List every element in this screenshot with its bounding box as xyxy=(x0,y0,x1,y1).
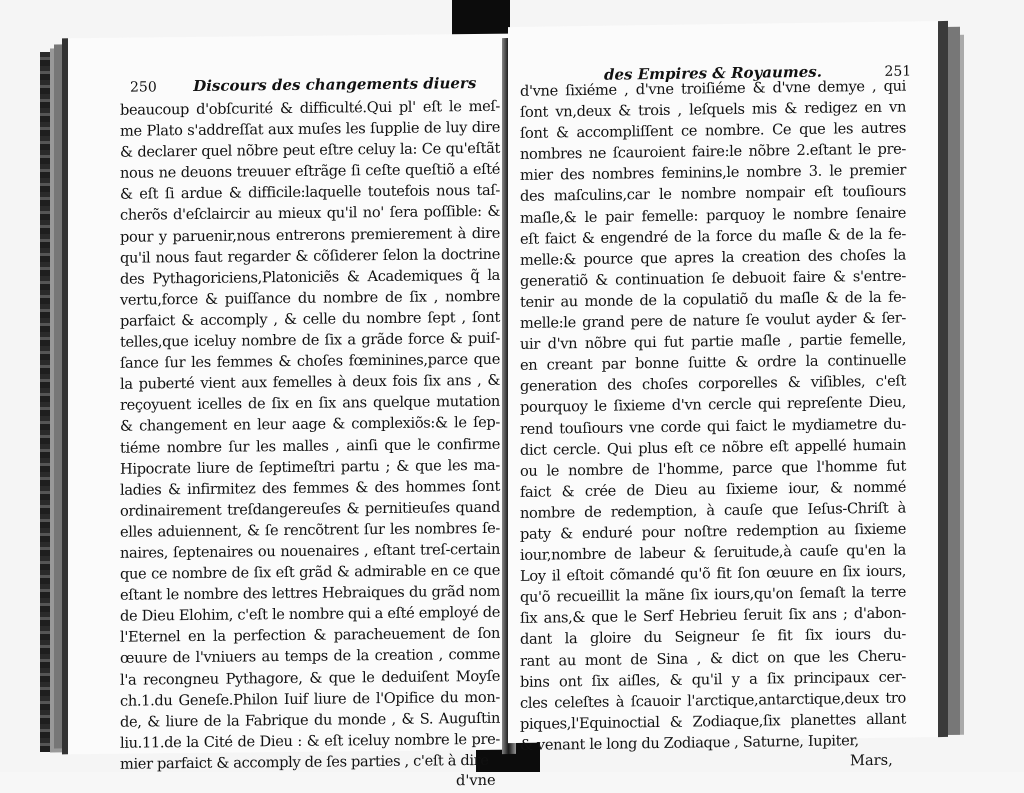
left-page-edge xyxy=(40,52,58,752)
right-page xyxy=(508,21,948,770)
text-line: eſtant le nombre des lettres Hebraiques du grãd nom xyxy=(120,582,500,604)
text-line: ch.1.du Geneſe.Philon Iuif liure de l'Opifice du mon- xyxy=(120,688,500,710)
text-line: nombre de redemption, à cauſe que Ieſus-Chriſt à xyxy=(520,499,906,522)
text-line: dict cercle. Qui plus eſt ce nõbre eſt appellé humain xyxy=(520,436,906,459)
text-line: pourquoy le ſixieme d'vn cercle qui repreſente Dieu, xyxy=(520,393,906,417)
text-line: parfaict & accomply , & celle du nombre ſept , ſont xyxy=(120,308,500,330)
text-line: qu'il nous faut regarder & cõſiderer ſelon la doctrine xyxy=(120,245,500,267)
left-running-head: Discours des changements diuers xyxy=(193,74,477,95)
open-book xyxy=(40,22,970,790)
right-catchword: Mars, xyxy=(850,751,893,770)
text-line: tenir au monde de la copulatiõ du maſle & de la fe- xyxy=(520,288,906,311)
text-line: me Plato s'addreſſat aux muſes les ſupplie de luy dire xyxy=(120,118,500,140)
text-line: & eſt ſi ardue & difficile:laquelle toutefois nous taſ- xyxy=(120,182,500,204)
text-line: mier des nombres feminins,le nombre 3. le premier xyxy=(520,161,906,185)
text-line: pour y paruenir,nous entrerons premierement à dire xyxy=(120,224,500,246)
text-line: piques,l'Equinoctial & Zodiaque,ſix planettes allant xyxy=(520,710,906,733)
text-line: nous ne deuons treuuer eſtrãge ſi ceſte queſtiõ a eſté xyxy=(120,161,500,183)
text-line: mier parfaict & accomply de ſes parties , c'eſt à dire xyxy=(120,751,489,773)
text-line: Hipocrate liure de ſeptimeſtri partu ; & que les ma- xyxy=(120,456,500,478)
text-line: elles aduiennent, & ſe rencõtrent ſur les nombres ſe- xyxy=(120,519,500,541)
right-running-head: des Empires & Royaumes. xyxy=(604,62,822,84)
text-line: nombres ne ſcauroient faire:le nõbre 2.eſtant le pre- xyxy=(520,140,906,164)
text-line: de, & liure de la Fabrique du monde , & S. Auguſtin xyxy=(120,709,500,731)
text-line: cles celeſtes à ſcauoir l'arctique,antarctique,deux tro xyxy=(520,689,906,712)
text-line: Loy il eſtoit cõmandé qu'õ fit ſon œuure en ſix iours, xyxy=(520,562,906,586)
text-line: ſance ſur les femmes & choſes fœminines,parce que xyxy=(120,350,500,372)
text-line: & venant le long du Zodiaque , Saturne, Iupiter, xyxy=(520,732,859,754)
text-line: ſont & accompliſſent ce nombre. Ce que les autres xyxy=(520,119,906,143)
text-line: d'vne ſixiéme , d'vne troiſiéme & d'vne demye , qui xyxy=(520,77,906,100)
text-line: maſle,& le pair femelle: parquoy le nombre ſenaire xyxy=(520,204,906,227)
text-line: rend touſiours vne corde qui faict le mydiametre du- xyxy=(520,415,906,438)
text-line: faict & crée de Dieu au ſixieme iour, & nommé xyxy=(520,478,906,501)
text-line: naires, ſeptenaires ou nouenaires , eſtant treſ-certain xyxy=(120,540,500,562)
text-line: l'a recongneu Pythagore, & que le deduiſent Moyſe xyxy=(120,667,500,689)
text-line: reçoyuent icelles de ſix en ſix ans quelque mutation xyxy=(120,393,500,415)
text-line: des Pythagoriciens,Platoniciẽs & Academiques q̃ la xyxy=(120,266,500,288)
text-line: des maſculins,car le nombre nompair eſt touſiours xyxy=(520,182,906,206)
text-line: & changement en leur aage & complexiõs:& le ſep- xyxy=(120,414,500,436)
text-line: liu.11.de la Cité de Dieu : & eſt iceluy nombre le pre- xyxy=(120,730,500,752)
left-catchword: d'vne xyxy=(456,771,496,790)
text-line: uir d'vn nõbre qui fut partie maſle , partie femelle, xyxy=(520,330,906,354)
text-line: œuure de l'vniuers au temps de la creation , comme xyxy=(120,646,500,668)
left-page xyxy=(62,34,512,790)
text-line: melle:le grand pere de nature ſe voulut ayder & ſer- xyxy=(520,309,906,332)
text-line: paty & enduré pour noſtre redemption au ſixieme xyxy=(520,520,906,543)
text-line: eſt faict & engendré de la force du maſle & de la fe- xyxy=(520,225,906,248)
text-line: de Dieu Elohim, c'eſt le nombre qui a eſté employé de xyxy=(120,604,501,625)
text-line: generatiõ & continuation ſe debuoit faire & s'entre- xyxy=(520,267,906,290)
text-line: & declarer quel nõbre peut eſtre celuy la: Ce qu'eſtãt xyxy=(120,139,500,161)
text-line: qu'õ recueillit la mãne ſix iours,qu'on ſemaſt la terre xyxy=(520,583,906,607)
text-line: ſix ans,& que le Serf Hebrieu ſeruit ſix ans ; d'abon- xyxy=(520,604,906,628)
text-line: l'Eternel en la perfection & paracheuement de ſon xyxy=(120,625,500,647)
text-line: bins ont ſix aiſles, & qu'il y a ſix principaux cer- xyxy=(520,668,906,691)
text-line: vertu,force & puiſſance du nombre de ſix , nombre xyxy=(120,287,500,309)
text-line: que ce nombre de ſix eſt grãd & admirable en ce que xyxy=(120,561,500,583)
left-page-body xyxy=(120,96,500,775)
text-line: melle:& pource que apres la creation des choſes la xyxy=(520,246,906,269)
text-line: en creant par bonne ſuitte & ordre la continuelle xyxy=(520,351,906,375)
text-line: telles,que iceluy nombre de ſix a grãde force & puiſ- xyxy=(120,329,500,351)
text-line: rant au mont de Sina , & dict on que les Cheru- xyxy=(520,647,906,670)
text-line: ordinairement treſdangereuſes & pernitieuſes quand xyxy=(120,498,500,520)
text-line: generation des choſes corporelles & viſibles, c'eſt xyxy=(520,372,906,396)
left-page-number: 250 xyxy=(130,79,157,96)
right-page-body xyxy=(520,76,906,756)
text-line: dant la gloire du Seigneur ſe fit ſix iours du- xyxy=(520,625,906,649)
text-line: ſont vn,deux & trois , leſquels mis & redigez en vn xyxy=(520,98,906,121)
text-line: cherõs d'eſclaircir au mieux qu'il no' ſera poſſible: & xyxy=(120,203,500,225)
text-line: ou le nombre de l'homme, parce que l'homme fut xyxy=(520,457,906,480)
right-page-number: 251 xyxy=(884,63,912,80)
text-line: iour,nombre de labeur & ſeruitude,à cauſe qu'en la xyxy=(520,541,906,564)
text-line: ladies & infirmitez des femmes & des hommes ſont xyxy=(120,477,500,499)
text-line: tiéme nombre ſur les malles , ainſi que le confirme xyxy=(120,435,500,457)
text-line: beaucoup d'obſcurité & difficulté.Qui pl' eſt le meſ- xyxy=(120,97,500,119)
text-line: la puberté vient aux femelles à deux fois ſix ans , & xyxy=(120,371,500,393)
